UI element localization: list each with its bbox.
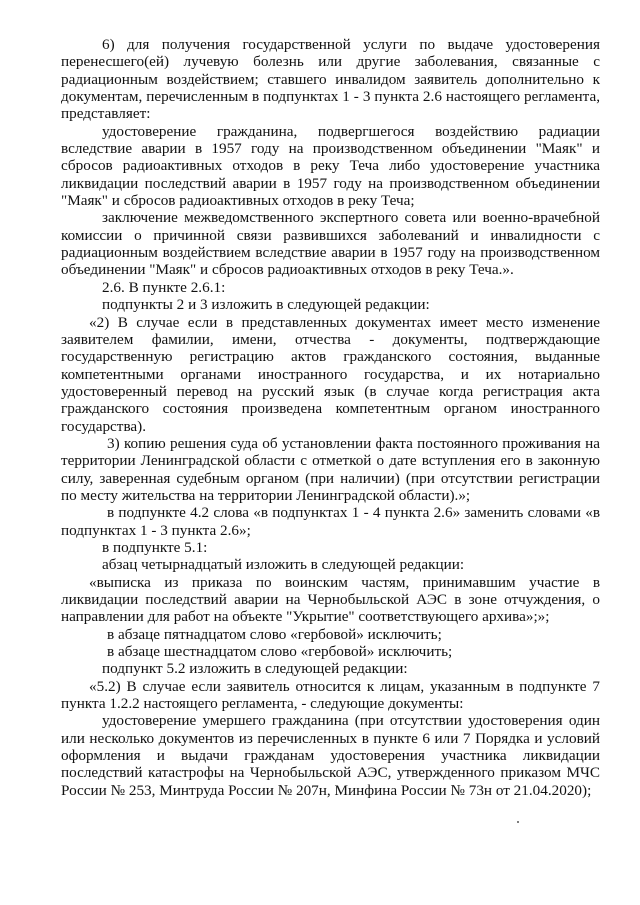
- paragraph-certificate-mayak: удостоверение гражданина, подвергшегося воздействию радиации вследствие аварии в 1957 году на производственном объединении "Маяк" и сбросов радиоактивных отходов в реку Теча либо удостоверение участника ликвидации последствий аварии в 1957 году на производственном объединении "Маяк" и сбросов радиоактивных отходов в реку Теча;: [61, 122, 600, 210]
- paragraph-military-extract: «выписка из приказа по воинским частям, принимавшим участие в ликвидации последствий аварии на Чернобыльской АЭС в зоне отчуждения, о направлении для работ на объекте "Укрытие" соответствующего архива»;»;: [61, 573, 600, 626]
- paragraph-subpoint-5-1: в подпункте 5.1:: [102, 538, 208, 556]
- paragraph-subpoints-2-3: подпункты 2 и 3 изложить в следующей редакции:: [102, 296, 430, 314]
- paragraph-sixteenth-abzac: в абзаце шестнадцатом слово «гербовой» исключить;: [107, 643, 453, 661]
- paragraph-fifteenth-abzac: в абзаце пятнадцатом слово «гербовой» исключить;: [107, 625, 442, 643]
- paragraph-commission-conclusion: заключение межведомственного экспертного совета или военно-врачебной комиссии о причинной связи развившихся заболеваний и инвалидности с радиационным воздействием вследствие аварии в 1957 году на производственном объединении "Маяк" и сбросов радиоактивных отходов в реку Теча.».: [61, 209, 600, 279]
- paragraph-subpoint-3: 3) копию решения суда об установлении факта постоянного проживания на территории Ленинградской области с отметкой о дате вступления его в законную силу, заверенная судебным органом (при наличии) (при отсутствии регистрации по месту жительства на территории Ленинградской области).»;: [61, 434, 600, 504]
- paragraph-subpoint-2: «2) В случае если в представленных документах имеет место изменение заявителем фамилии, имени, отчества - документы, подтверждающие государственную регистрацию актов гражданского состояния, выданные компетентными органами иностранного государства, и их нотариально удостоверенный перевод на русский язык (в случае когда регистрация акта гражданского состояния произведена компетентным органом иностранного государства).: [61, 313, 600, 435]
- paragraph-clause-2-6-1: 2.6. В пункте 2.6.1:: [102, 278, 226, 296]
- paragraph-item-6: 6) для получения государственной услуги по выдаче удостоверения перенесшего(ей) лучевую болезнь или другие заболевания, связанные с радиационным воздействием; ставшего инвалидом заявитель дополнительно к документам, перечисленным в подпунктах 1 - 3 пункта 2.6 настоящего регламента, представляет:: [61, 36, 600, 123]
- paragraph-subpoint-5-2-text: «5.2) В случае если заявитель относится к лицам, указанным в подпункте 7 пункта 1.2.2 настоящего регламента, - следующие документы:: [61, 677, 600, 713]
- paragraph-deceased-certificate: удостоверение умершего гражданина (при отсутствии удостоверения один или несколько документов из перечисленных в пункте 6 или 7 Порядка и условий оформления и выдачи гражданам удостоверения участника ликвидации последствий катастрофы на Чернобыльской АЭС, утвержденного приказом МЧС России № 253, Минтруда России № 207н, Минфина России № 73н от 21.04.2020);: [61, 712, 600, 799]
- paragraph-subpoint-4-2: в подпункте 4.2 слова «в подпунктах 1 - 4 пункта 2.6» заменить словами «в подпунктах 1 - 3 пункта 2.6»;: [61, 504, 600, 539]
- scan-speck: [517, 821, 519, 823]
- document-body: [61, 36, 600, 799]
- paragraph-fourteenth-abzac: абзац четырнадцатый изложить в следующей редакции:: [102, 556, 465, 574]
- paragraph-subpoint-5-2: подпункт 5.2 изложить в следующей редакции:: [102, 660, 408, 678]
